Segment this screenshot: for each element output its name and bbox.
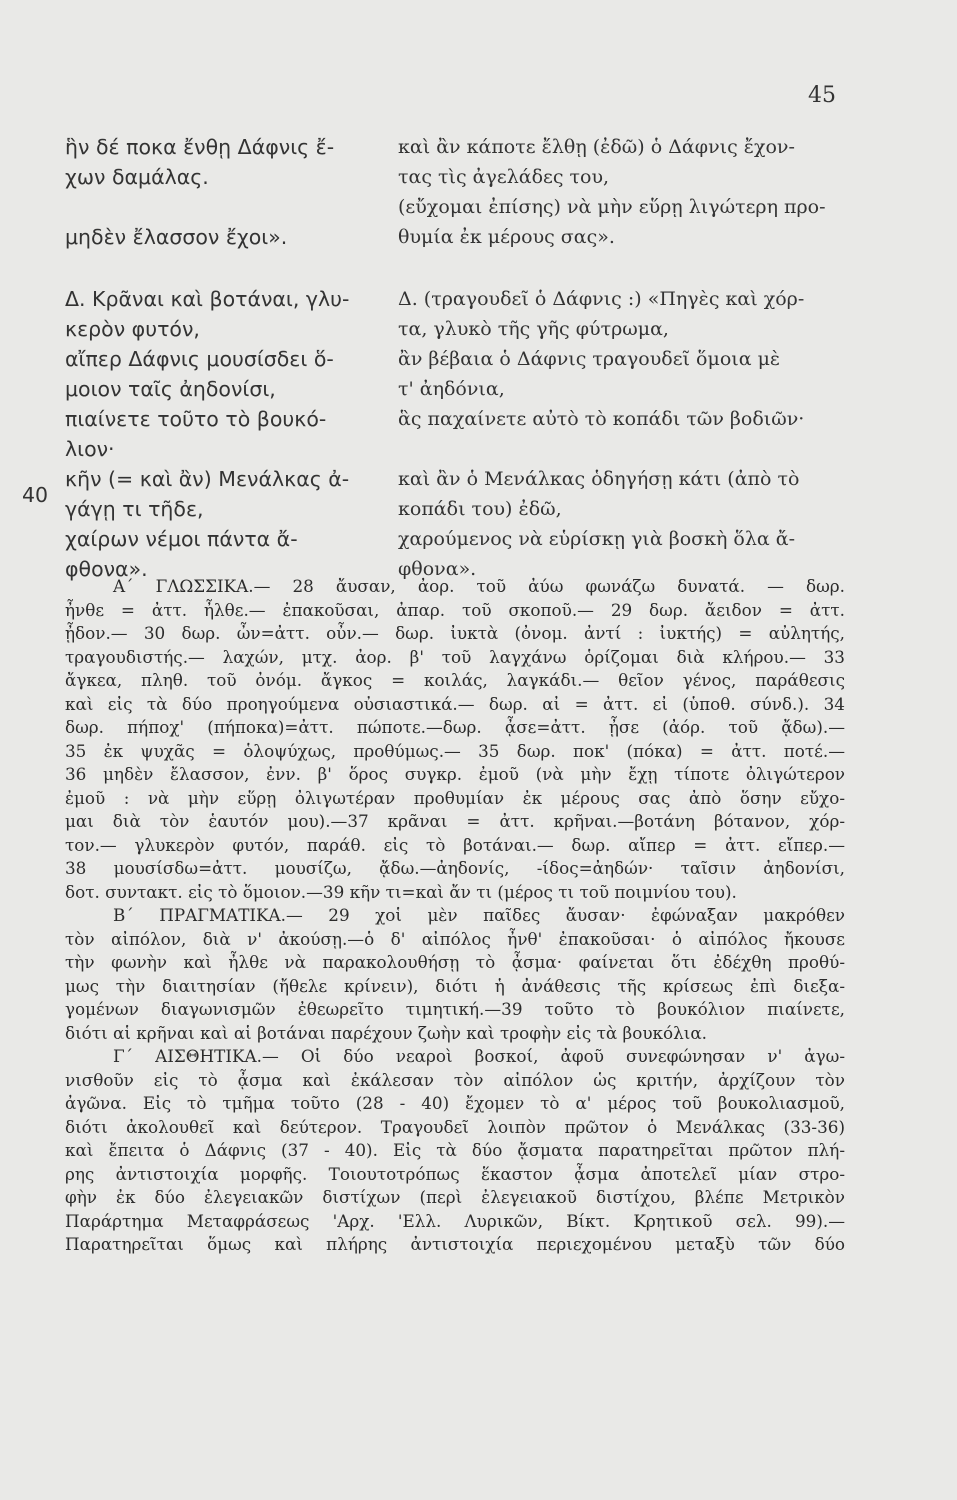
- original-line: ἣν δέ ποκα ἔνθῃ Δάφνις ἔ-: [65, 135, 335, 159]
- commentary-line: τραγουδιστής.— λαχών, μτχ. ἀορ. β' τοῦ λαγχάνω ὁρίζομαι διὰ κλήρου.— 33: [65, 646, 845, 667]
- commentary-line: καὶ ἔπειτα ὁ Δάφνις (37 - 40). Εἰς τὰ δύο ᾄσματα παρατηρεῖται πρῶτον πλή-: [65, 1140, 845, 1160]
- translation-line: ἂν βέβαια ὁ Δάφνις τραγουδεῖ ὅμοια μὲ: [398, 348, 781, 370]
- translation-column: [398, 132, 848, 584]
- commentary-line: τὴν φωνὴν καὶ ἦλθε νὰ παρακολουθήσῃ τὸ ᾆσμα· φαίνεται ὅτι ἐδέχθη προθύ-: [65, 952, 845, 972]
- translation-line: [398, 434, 848, 464]
- translation-line: ἃς παχαίνετε αὐτὸ τὸ κοπάδι τῶν βοδιῶν·: [398, 408, 805, 430]
- commentary-line: τον.— γλυκερὸν φυτόν, παράθ. εἰς τὸ βοτάναι.— δωρ. αἴπερ = ἀττ. εἴπερ.—: [65, 834, 845, 855]
- original-line: χαίρων νέμοι πάντα ἄ-: [65, 527, 298, 551]
- original-line: κερὸν φυτόν,: [65, 317, 200, 341]
- original-line: γάγῃ τι τῆδε,: [65, 497, 204, 521]
- commentary-line: μαι διὰ τὸν ἑαυτόν μου).—37 κρᾶναι = ἀττ. κρῆναι.—βοτάνη βότανον, χόρ-: [65, 811, 845, 831]
- commentary-line: καὶ εἰς τὰ δύο προηγούμενα οὐσιαστικά.— δωρ. αἰ = ἀττ. εἰ (ὑποθ. σύνδ.). 34: [65, 693, 845, 714]
- commentary-line: διότι αἱ κρῆναι καὶ αἱ βοτάναι παρέχουν ζωὴν καὶ τροφὴν εἰς τὰ βουκόλια.: [65, 1022, 707, 1043]
- commentary-line: Α΄ ΓΛΩΣΣΙΚΑ.— 28 ἄυσαν, ἀορ. τοῦ ἀύω φωνάζω δυνατά. — δωρ.: [113, 576, 845, 596]
- translation-line: τα, γλυκὸ τῆς γῆς φύτρωμα,: [398, 318, 669, 340]
- commentary-line: ἐμοῦ : νὰ μὴν εὕρῃ ὀλιγωτέραν προθυμίαν ἐκ μέρους σας ἀπὸ ὅσην εὔχο-: [65, 787, 845, 808]
- commentary-line: Παρατηρεῖται ὅμως καὶ πλήρης ἀντιστοιχία περιεχομένου μεταξὺ τῶν δύο: [65, 1234, 845, 1254]
- original-line: μοιον ταῖς ἀηδονίσι,: [65, 377, 276, 401]
- translation-line: (εὔχομαι ἐπίσης) νὰ μὴν εὕρῃ λιγώτερη προ-: [398, 196, 826, 218]
- greek-original-column: [65, 132, 385, 584]
- commentary-glossika: [65, 575, 845, 904]
- translation-line: καὶ ἂν ὁ Μενάλκας ὁδηγήσῃ κάτι (ἀπὸ τὸ: [398, 468, 800, 490]
- commentary-aisthitika: [65, 1045, 845, 1257]
- original-line: φθονα».: [65, 557, 148, 581]
- commentary-line: νισθοῦν εἰς τὸ ᾆσμα καὶ ἐκάλεσαν τὸν αἰπόλον ὡς κριτήν, ἀρχίζουν τὸν: [65, 1069, 845, 1090]
- commentary-line: δωρ. πήποχ' (πήποκα)=ἀττ. πώποτε.—δωρ. ᾆσε=ἀττ. ᾖσε (ἀόρ. τοῦ ᾄδω).—: [65, 717, 845, 737]
- original-line: Δ. Κρᾶναι καὶ βοτάναι, γλυ-: [65, 287, 350, 311]
- translation-line: χαρούμενος νὰ εὑρίσκῃ γιὰ βοσκὴ ὅλα ἄ-: [398, 528, 796, 550]
- commentary-line: Γ΄ ΑΙΣΘΗΤΙΚΑ.— Οἱ δύο νεαροὶ βοσκοί, ἀφοῦ συνεφώνησαν ν' ἀγω-: [113, 1046, 845, 1066]
- commentary-line: διότι ἀκολουθεῖ καὶ δεύτερον. Τραγουδεῖ λοιπὸν πρῶτον ὁ Μενάλκας (33-36): [65, 1116, 845, 1137]
- original-line: μηδὲν ἔλασσον ἔχοι».: [65, 225, 288, 249]
- translation-line: τ' ἀηδόνια,: [398, 378, 505, 400]
- commentary-line: φὴν ἐκ δύο ἐλεγειακῶν διστίχων (περὶ ἐλεγειακοῦ διστίχου, βλέπε Μετρικὸν: [65, 1187, 845, 1207]
- commentary-line: Β΄ ΠΡΑΓΜΑΤΙΚΑ.— 29 χοἱ μὲν παῖδες ἄυσαν· ἐφώναξαν μακρόθεν: [113, 905, 845, 925]
- original-line: λιον·: [65, 437, 115, 461]
- commentary-line: μως τὴν διαιτησίαν (ἤθελε κρίνειν), διότι ἡ ἀνάθεσις τῆς κρίσεως ἐπὶ διεξα-: [65, 975, 845, 996]
- original-line: αἴπερ Δάφνις μουσίσδει ὅ-: [65, 347, 334, 371]
- translation-line: κοπάδι του) ἐδῶ,: [398, 498, 562, 520]
- commentary-line: 35 ἐκ ψυχᾶς = ὁλοψύχως, προθύμως.— 35 δωρ. ποκ' (πόκα) = ἀττ. ποτέ.—: [65, 740, 845, 761]
- commentary-line: ἄγκεα, πληθ. τοῦ ὀνόμ. ἄγκος = κοιλάς, λαγκάδι.— θεῖον γένος, παράθεσις: [65, 670, 845, 690]
- original-line: κῆν (= καὶ ἂν) Μενάλκας ἀ-: [65, 467, 350, 491]
- page-number: 45: [808, 83, 836, 108]
- commentary-line: ἦνθε = ἀττ. ἦλθε.— ἐπακοῦσαι, ἀπαρ. τοῦ σκοποῦ.— 29 δωρ. ἄειδον = ἀττ.: [65, 599, 845, 620]
- translation-line: θυμία ἐκ μέρους σας».: [398, 226, 615, 248]
- commentary-line: ρης ἀντιστοιχία μορφῆς. Τοιουτοτρόπως ἕκαστον ᾆσμα ἀποτελεῖ μίαν στρο-: [65, 1163, 845, 1184]
- commentary-line: 38 μουσίσδω=ἀττ. μουσίζω, ᾄδω.—ἀηδονίς, -ίδος=ἀηδών· ταῖσιν ἀηδονίσι,: [65, 858, 845, 878]
- original-line: πιαίνετε τοῦτο τὸ βουκό-: [65, 407, 327, 431]
- commentary-line: ᾖδον.— 30 δωρ. ὦν=ἀττ. οὖν.— δωρ. ἰυκτὰ (ὀνομ. ἀντί : ἰυκτής) = αὐλητής,: [65, 623, 845, 643]
- translation-line: Δ. (τραγουδεῖ ὁ Δάφνις :) «Πηγὲς καὶ χόρ-: [398, 288, 805, 310]
- commentary-line: γομένων διαγωνισμῶν ἐθεωρεῖτο τιμητική.—39 τοῦτο τὸ βουκόλιον πιαίνετε,: [65, 999, 845, 1019]
- translation-line: τας τὶς ἀγελάδες του,: [398, 166, 610, 188]
- commentary-line: Παράρτημα Μεταφράσεως 'Αρχ. 'Ελλ. Λυρικῶν, Βίκτ. Κρητικοῦ σελ. 99).—: [65, 1210, 845, 1231]
- translation-line: καὶ ἂν κάποτε ἔλθῃ (ἐδῶ) ὁ Δάφνις ἔχον-: [398, 136, 795, 158]
- original-line: χων δαμάλας.: [65, 165, 209, 189]
- commentary-line: ἀγῶνα. Εἰς τὸ τμῆμα τοῦτο (28 - 40) ἔχομεν τὸ α' μέρος τοῦ βουκολιασμοῦ,: [65, 1093, 845, 1113]
- commentary: [65, 575, 845, 1257]
- translation-line: φθονα».: [398, 558, 477, 580]
- poem-line-number: 40: [22, 483, 49, 507]
- commentary-line: δοτ. συντακτ. εἰς τὸ ὅμοιον.—39 κῆν τι=καὶ ἄν τι (μέρος τι τοῦ ποιμνίου του).: [65, 881, 737, 902]
- commentary-pragmatika: [65, 904, 845, 1045]
- commentary-line: τὸν αἰπόλον, διὰ ν' ἀκούσῃ.—ὁ δ' αἰπόλος ἦνθ' ἐπακοῦσαι· ὁ αἰπόλος ἤκουσε: [65, 928, 845, 949]
- commentary-line: 36 μηδὲν ἔλασσον, ἐνν. β' ὅρος συγκρ. ἐμοῦ (νὰ μὴν ἔχῃ τίποτε ὀλιγώτερον: [65, 764, 845, 784]
